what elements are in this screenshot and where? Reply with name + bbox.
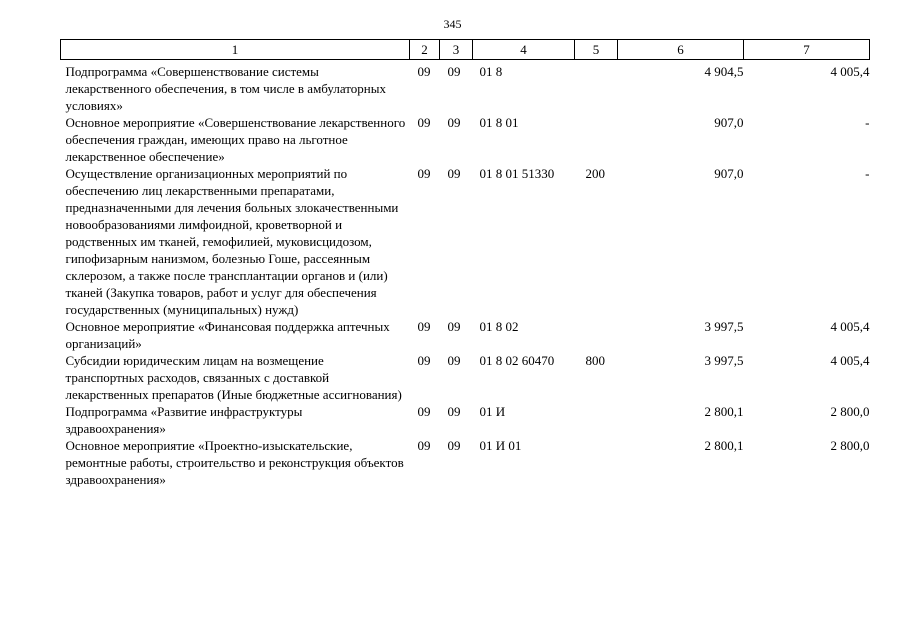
budget-table [60,39,870,488]
header-cell-3: 3 [440,40,473,60]
table-row [61,352,870,403]
row-subsection-cell: 09 [447,404,461,419]
row-amount-2-cell: 4 005,4 [830,319,870,334]
table-row [61,437,870,488]
row-amount-1-cell: 2 800,1 [704,404,744,419]
row-name-cell: Подпрограмма «Развитие инфраструктуры здравоохранения» [65,404,303,436]
row-name-cell: Подпрограмма «Совершенствование системы лекарственного обеспечения, в том числе в амбулаторных условиях» [65,64,386,113]
header-cell-7: 7 [744,40,870,60]
table-body [61,60,870,489]
header-cell-5: 5 [575,40,618,60]
row-subsection-cell: 09 [447,115,461,130]
row-amount-2-cell: 2 800,0 [830,438,870,453]
header-cell-6: 6 [618,40,744,60]
row-target-article-cell: 01 8 01 [479,115,519,130]
row-section-cell: 09 [417,353,431,368]
table-row [61,403,870,437]
page-number: 345 [443,17,462,31]
row-subsection-cell: 09 [447,353,461,368]
header-cell-1: 1 [61,40,410,60]
row-expense-type-cell [575,318,618,352]
row-expense-type-cell: 200 [585,166,605,181]
row-amount-2-cell: 4 005,4 [830,64,870,79]
row-amount-1-cell: 3 997,5 [704,319,744,334]
row-section-cell: 09 [417,404,431,419]
row-amount-1-cell: 907,0 [714,166,744,181]
row-amount-2-cell: 2 800,0 [830,404,870,419]
row-target-article-cell: 01 И 01 [479,438,522,453]
row-name-cell: Основное мероприятие «Совершенствование лекарственного обеспечения граждан, имеющих право на льготное лекарственное обеспечение» [65,115,406,164]
row-target-article-cell: 01 8 [479,64,503,79]
row-section-cell: 09 [417,166,431,181]
row-expense-type-cell [575,403,618,437]
row-target-article-cell: 01 И [479,404,506,419]
row-section-cell: 09 [417,115,431,130]
table-header [61,40,870,60]
table-row [61,114,870,165]
table-row [61,165,870,318]
row-target-article-cell: 01 8 01 51330 [479,166,555,181]
row-name-cell: Основное мероприятие «Проектно-изыскательские, ремонтные работы, строительство и реконструкция объектов здравоохранения» [65,438,404,487]
row-name-cell: Субсидии юридическим лицам на возмещение транспортных расходов, связанных с доставкой лекарственных препаратов (Иные бюджетные ассигнования) [65,353,402,402]
row-subsection-cell: 09 [447,319,461,334]
row-section-cell: 09 [417,319,431,334]
row-expense-type-cell [575,114,618,165]
row-amount-2-cell: - [865,166,870,181]
row-amount-1-cell: 907,0 [714,115,744,130]
row-expense-type-cell: 800 [585,353,605,368]
row-subsection-cell: 09 [447,166,461,181]
header-cell-2: 2 [410,40,440,60]
row-subsection-cell: 09 [447,64,461,79]
row-amount-2-cell: - [865,115,870,130]
row-expense-type-cell [575,60,618,115]
row-section-cell: 09 [417,438,431,453]
row-name-cell: Осуществление организационных мероприятий по обеспечению лиц лекарственными препаратами, предназначенными для лечения больных злокачественными новообразованиями лимфоидной, кроветворной и родственных им тканей, гемофилией, муковисцидозом, гипофизарным нанизмом, болезнью Гоше, рассеянным склерозом, а также после трансплантации органов и (или) тканей (Закупка товаров, работ и услуг для обеспечения государственных (муниципальных) нужд) [65,166,399,317]
row-target-article-cell: 01 8 02 [479,319,519,334]
row-amount-1-cell: 3 997,5 [704,353,744,368]
header-cell-4: 4 [473,40,575,60]
row-amount-1-cell: 4 904,5 [704,64,744,79]
row-target-article-cell: 01 8 02 60470 [479,353,555,368]
row-amount-2-cell: 4 005,4 [830,353,870,368]
table-row [61,60,870,115]
header-row [61,40,870,60]
row-subsection-cell: 09 [447,438,461,453]
row-amount-1-cell: 2 800,1 [704,438,744,453]
row-expense-type-cell [575,437,618,488]
row-section-cell: 09 [417,64,431,79]
row-name-cell: Основное мероприятие «Финансовая поддержка аптечных организаций» [65,319,390,351]
table-row [61,318,870,352]
